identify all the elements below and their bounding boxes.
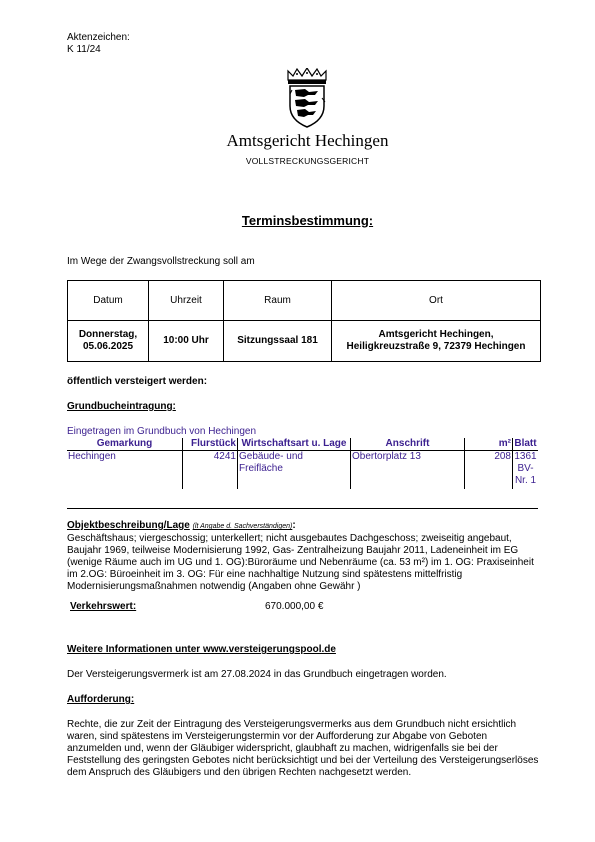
object-description-colon: : [292,520,296,531]
case-reference [67,32,187,56]
land-register-header-row [67,438,538,451]
request-text: Rechte, die zur Zeit der Eintragung des Versteigerungsvermerks aus dem Grundbuch nicht ersichtlich waren, sind spätestens im Versteigerungstermin vor der Aufforderung zur Abgabe von Geboten anzumelden und, wenn der Gläubiger widerspricht, glaubhaft zu machen, widrigenfalls sie bei der Feststellung des geringsten Gebotes nicht berücksichtigt und bei der Verteilung des Versteigerungserlöses dem Anspruch des Gläubigers und den übrigen Rechten nachgesetzt werden. [67,719,539,778]
appointment-time: 10:00 Uhr [149,321,224,362]
cell-gemarkung: Hechingen [67,451,183,490]
more-info: Weitere Informationen unter www.versteigerungspool.de [67,644,336,655]
header-time: Uhrzeit [149,281,224,321]
intro-text: Im Wege der Zwangsvollstreckung soll am [67,256,255,267]
object-description-note: (lt Angabe d. Sachverständigen) [192,523,293,530]
col-wirtschaftsart: Wirtschaftsart u. Lage [238,438,351,451]
appointment-date [68,321,149,362]
header-room: Raum [224,281,332,321]
appointment-value-row [68,321,541,362]
object-description-text: Geschäftshaus; viergeschossig; unterkellert; nicht ausgebautes Dachgeschoss; zweiseitig angebaut, Baujahr 1969, teilweise Modernisierung 1992, Gas- Zentralheizung Baujahr 2011, Ladeneinheit im EG (wenige Räume auch im UG und 1. OG):Büroräume und Nebenräume (ca. 53 m²) im 1. OG: Praxiseinheit im 2.OG: Büroeinheit im 3. OG: Für eine nachhaltige Nutzung sind spätestens mittelfristig Modernisierungsmaßnahmen notwendig (Angaben ohne Gewähr ) [67,533,534,592]
col-area: m² [465,438,513,451]
object-description-title: Objektbeschreibung/Lage [67,520,190,531]
cell-blatt: 1361 BV-Nr. 1 [514,451,537,486]
cell-flurstueck: 4241 [183,451,238,490]
appointment-header-row [68,281,541,321]
case-reference-value: K 11/24 [67,44,101,55]
request-heading: Aufforderung: [67,694,135,705]
land-register-location: Eingetragen im Grundbuch von Hechingen [67,426,257,437]
appointment-room: Sitzungssaal 181 [224,321,332,362]
court-subtitle: VOLLSTRECKUNGSGERICHT [245,156,370,166]
appointment-place-address: Heiligkreuzstraße 9, 72379 Hechingen [346,341,526,352]
col-anschrift: Anschrift [351,438,465,451]
header-date: Datum [68,281,149,321]
appointment-place [332,321,541,362]
appointment-place-name: Amtsgericht Hechingen, [378,329,494,340]
header-place: Ort [332,281,541,321]
col-blatt: Blatt [514,438,537,449]
market-value-label: Verkehrswert: [70,601,137,612]
col-flurstueck: Flurstück [183,438,238,451]
market-value: 670.000,00 € [265,601,324,612]
page-title: Terminsbestimmung: [241,213,374,228]
table-row [67,451,538,490]
col-gemarkung: Gemarkung [67,438,183,451]
registration-note: Der Versteigerungsvermerk ist am 27.08.2024 in das Grundbuch eingetragen worden. [67,669,447,680]
appointment-date-value: 05.06.2025 [82,341,134,352]
cell-wirtschaftsart: Gebäude- und Freifläche [238,451,351,490]
appointment-weekday: Donnerstag, [78,329,138,340]
appointment-table [67,280,541,362]
cell-anschrift: Obertorplatz 13 [351,451,465,490]
case-reference-label: Aktenzeichen: [67,32,130,43]
baden-wuerttemberg-crest-icon [282,68,332,128]
auction-note: öffentlich versteigert werden: [67,376,208,387]
land-register-heading: Grundbucheintragung: [67,401,176,412]
court-name: Amtsgericht Hechingen [226,131,389,150]
divider [67,508,538,509]
object-description-heading [67,520,296,533]
land-register-table [67,438,538,489]
cell-area: 208 [465,451,513,490]
